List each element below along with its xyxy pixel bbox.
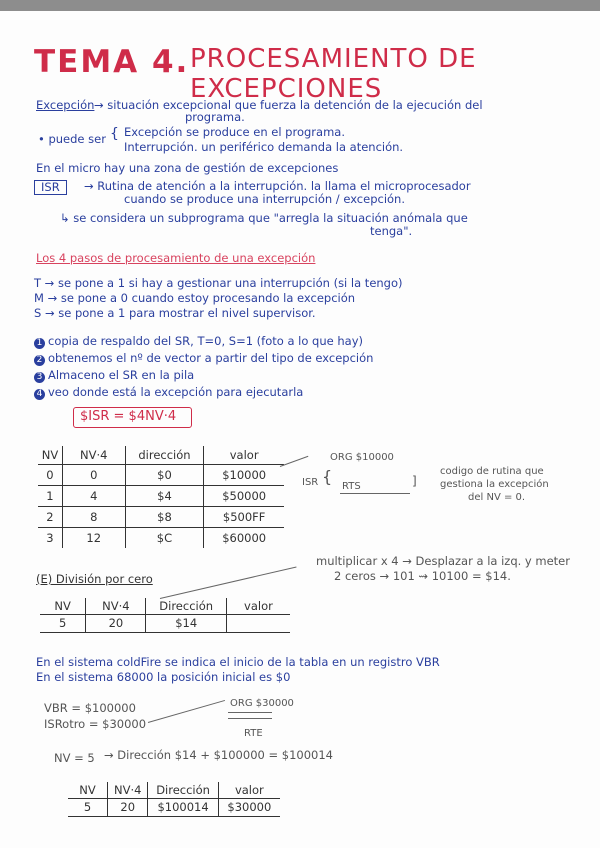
t1-r1-nv4: 4 bbox=[62, 485, 125, 506]
coldfire-nv-line: → Dirección $14 + $100000 = $100014 bbox=[104, 748, 333, 762]
t3-h-nv: NV bbox=[68, 782, 107, 798]
t1-h-nv: NV bbox=[38, 446, 62, 464]
t2-r-dir: $14 bbox=[146, 614, 226, 632]
isr-def-4: tenga". bbox=[370, 224, 413, 238]
coldfire-vbr: VBR = $100000 bbox=[44, 701, 136, 715]
excepcion-def-1: → situación excepcional que fuerza la detención de la ejecución del bbox=[94, 98, 483, 112]
excepcion-label: Excepción bbox=[36, 98, 95, 112]
t1-note-desc-2: gestiona la excepción bbox=[440, 479, 549, 490]
t2-h-nv4: NV·4 bbox=[86, 598, 146, 614]
option-1: Excepción se produce en el programa. bbox=[124, 125, 345, 139]
flag-s: S → se pone a 1 para mostrar el nivel supervisor. bbox=[34, 306, 316, 320]
coldfire-isr-otro: ISRotro = $30000 bbox=[44, 717, 147, 731]
coldfire-org: ORG $30000 bbox=[230, 698, 294, 709]
t1-r1-nv: 1 bbox=[38, 485, 62, 506]
t1-r3-nv4: 12 bbox=[62, 527, 125, 548]
coldfire-nv-label: NV = 5 bbox=[54, 751, 95, 765]
t1-note-desc-1: codigo de rutina que bbox=[440, 466, 544, 477]
t3-r-valor: $30000 bbox=[227, 800, 272, 814]
t1-r3-dir: $C bbox=[125, 527, 204, 548]
coldfire-code-line-2 bbox=[228, 718, 272, 719]
flag-m: M → se pone a 0 cuando estoy procesando la excepción bbox=[34, 291, 356, 305]
t1-r1-dir: $4 bbox=[125, 485, 204, 506]
coldfire-line-2: En el sistema 68000 la posición inicial es $0 bbox=[36, 670, 291, 684]
t2-h-nv: NV bbox=[40, 598, 86, 614]
option-2: Interrupción. un periférico demanda la atención. bbox=[124, 140, 404, 154]
isr-def-3: ↳ se considera un subprograma que "arregla la situación anómala que bbox=[60, 211, 468, 225]
t1-r2-nv4: 8 bbox=[62, 506, 125, 527]
isr-label: ISR bbox=[34, 180, 67, 195]
title-heading: PROCESAMIENTO DE EXCEPCIONES bbox=[190, 44, 477, 104]
pasos-heading: Los 4 pasos de procesamiento de una excepción bbox=[36, 251, 316, 265]
t1-note-rts: RTS bbox=[342, 481, 361, 492]
t1-h-dir: dirección bbox=[125, 446, 204, 464]
t1-h-nv4: NV·4 bbox=[62, 446, 125, 464]
t1-r0-nv: 0 bbox=[38, 464, 62, 485]
t1-close-bracket-icon: ] bbox=[412, 474, 417, 488]
excepcion-def-2: programa. bbox=[185, 110, 245, 124]
t2-r-nv: 5 bbox=[40, 614, 86, 632]
division-table bbox=[40, 598, 290, 633]
t1-r3-nv: 3 bbox=[38, 527, 62, 548]
t3-h-nv4: NV·4 bbox=[107, 782, 147, 798]
t1-r0-nv4: 0 bbox=[62, 464, 125, 485]
step-4-number-icon: 4 bbox=[34, 389, 45, 400]
division-note-1: multiplicar x 4 → Desplazar a la izq. y meter bbox=[316, 554, 570, 568]
step-3-text: Almaceno el SR en la pila bbox=[48, 368, 195, 382]
t2-h-dir: Dirección bbox=[146, 598, 226, 614]
t1-r2-dir: $8 bbox=[125, 506, 204, 527]
isr-def-1: → Rutina de atención a la interrupción. la llama el microprocesador bbox=[84, 179, 471, 193]
t3-r-dir: $100014 bbox=[148, 798, 218, 816]
step-4-text: veo donde está la excepción para ejecutarla bbox=[48, 385, 304, 399]
coldfire-line-1: En el sistema coldFire se indica el inicio de la tabla en un registro VBR bbox=[36, 655, 440, 669]
step-1-number-icon: 1 bbox=[34, 338, 45, 349]
t1-note-isr: ISR bbox=[302, 477, 319, 488]
division-heading: (E) División por cero bbox=[36, 572, 153, 586]
t1-h-valor: valor bbox=[229, 447, 259, 462]
step-4 bbox=[34, 386, 303, 400]
flag-t: T → se pone a 1 si hay a gestionar una interrupción (si la tengo) bbox=[34, 276, 403, 290]
t1-note-desc-3: del NV = 0. bbox=[468, 492, 526, 503]
t3-r-nv: 5 bbox=[68, 798, 107, 816]
t2-h-valor: valor bbox=[244, 598, 273, 613]
step-3 bbox=[34, 369, 194, 383]
t1-r3-valor: $60000 bbox=[222, 530, 267, 545]
coldfire-rte: RTE bbox=[244, 728, 263, 739]
t1-note-org: ORG $10000 bbox=[330, 452, 394, 463]
t3-h-valor: valor bbox=[234, 782, 264, 797]
title-tema: TEMA 4. bbox=[34, 44, 190, 80]
step-1 bbox=[34, 335, 363, 349]
t1-bracket-icon: { bbox=[322, 467, 333, 486]
t1-r2-nv: 2 bbox=[38, 506, 62, 527]
brace-icon: { bbox=[110, 126, 119, 142]
step-2 bbox=[34, 352, 373, 366]
division-note-2: 2 ceros → 101 ⇝ 10100 = $14. bbox=[334, 569, 511, 583]
step-2-text: obtenemos el nº de vector a partir del tipo de excepción bbox=[48, 351, 374, 365]
puede-ser: • puede ser bbox=[38, 132, 106, 146]
t1-r0-valor: $10000 bbox=[222, 467, 267, 482]
t1-note-line bbox=[340, 493, 410, 494]
step-3-number-icon: 3 bbox=[34, 372, 45, 383]
vector-table bbox=[38, 446, 284, 548]
t2-r-valor bbox=[226, 614, 290, 632]
step-1-text: copia de respaldo del SR, T=0, S=1 (foto a lo que hay) bbox=[48, 334, 363, 348]
t1-r2-valor: $500FF bbox=[222, 509, 266, 524]
t2-r-nv4: 20 bbox=[86, 614, 146, 632]
t3-r-nv4: 20 bbox=[107, 798, 147, 816]
top-bar bbox=[0, 0, 600, 11]
t3-h-dir: Dirección bbox=[148, 782, 218, 798]
coldfire-code-line-1 bbox=[228, 712, 272, 713]
t1-r1-valor: $50000 bbox=[222, 488, 267, 503]
isr-def-2: cuando se produce una interrupción / excepción. bbox=[124, 192, 406, 206]
formula: $ISR = $4NV·4 bbox=[80, 409, 177, 424]
coldfire-table bbox=[68, 782, 280, 817]
t1-r0-dir: $0 bbox=[125, 464, 204, 485]
step-2-number-icon: 2 bbox=[34, 355, 45, 366]
micro-line: En el micro hay una zona de gestión de excepciones bbox=[36, 161, 339, 175]
